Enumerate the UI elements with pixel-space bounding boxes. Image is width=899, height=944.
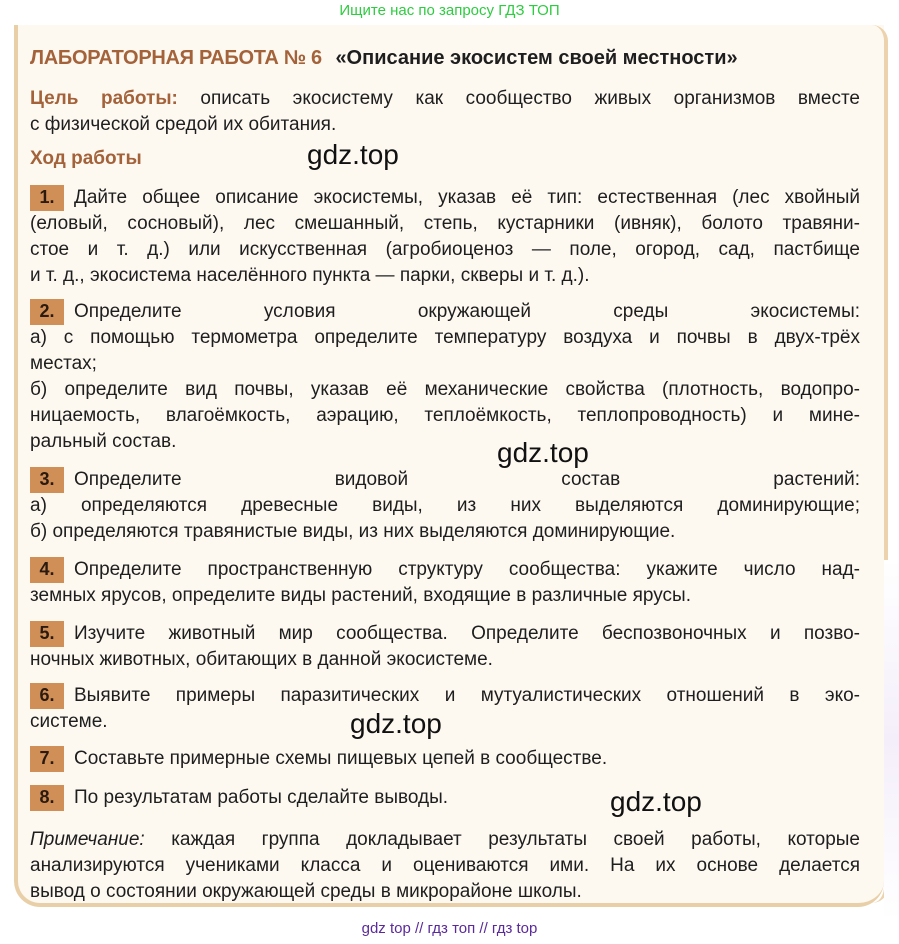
step-text-line: и т. д., экосистема населённого пункта — парки, скверы и т. д.).	[30, 265, 590, 286]
step-text-line: Определите пространственную структуру сообщества: укажите число над-	[74, 559, 860, 580]
step-text-line: стое и т. д.) или искусственная (агробиоценоз — поле, огород, сад, пастбище	[30, 239, 860, 260]
step-text-line: б) определите вид почвы, указав её механические свойства (плотность, водопро-	[30, 379, 860, 400]
step-1	[30, 185, 860, 289]
step-number-badge: 7.	[30, 746, 64, 772]
procedure-heading: Ход работы	[30, 148, 142, 169]
step-first-row	[30, 467, 860, 493]
step-first-row	[30, 683, 860, 709]
note-label: Примечание:	[30, 829, 145, 850]
lab-work-panel	[14, 25, 884, 907]
watermark: gdz.top	[307, 139, 399, 170]
lab-number: ЛАБОРАТОРНАЯ РАБОТА № 6	[30, 47, 322, 69]
step-first-row	[30, 746, 860, 772]
step-number-badge: 1.	[30, 185, 64, 211]
step-text-line: Определите условия окружающей среды экосистемы:	[74, 301, 860, 322]
watermark: gdz.top	[497, 437, 589, 468]
header-search-note: Ищите нас по запросу ГДЗ ТОП	[339, 2, 560, 19]
step-text-line: земных ярусов, определите виды растений, входящие в различные ярусы.	[30, 585, 691, 606]
footer-note: gdz top // гдз топ // гдз top	[361, 920, 538, 937]
step-text-line: а) с помощью термометра определите температуру воздуха и почвы в двух-трёх	[30, 327, 860, 348]
step-6	[30, 683, 860, 735]
step-text-line: Составьте примерные схемы пищевых цепей в сообществе.	[74, 748, 608, 769]
step-4	[30, 557, 860, 609]
step-text-line: б) определяются травянистые виды, из них выделяются доминирующие.	[30, 521, 676, 542]
step-number-badge: 8.	[30, 785, 64, 811]
step-number-badge: 5.	[30, 621, 64, 647]
step-7	[30, 746, 860, 772]
step-5	[30, 621, 860, 673]
watermark: gdz.top	[610, 786, 702, 817]
page-title	[30, 47, 738, 70]
note-text-line: вывод о состоянии окружающей среды в микрорайоне школы.	[30, 881, 582, 902]
step-text-line: Дайте общее описание экосистемы, указав её тип: естественная (лес хвойный	[74, 187, 860, 208]
goal-text-line: описать экосистему как сообщество живых организмов вместе	[200, 88, 860, 109]
step-2	[30, 299, 860, 455]
step-text-line: (еловый, сосновый), лес смешанный, степь, кустарники (ивняк), болото травяни-	[30, 213, 860, 234]
note-section	[30, 827, 860, 905]
note-text-line: анализируются учениками класса и оцениваются ими. На их основе делается	[30, 855, 860, 876]
watermark: gdz.top	[350, 708, 442, 739]
step-first-row	[30, 299, 860, 325]
step-text-line: ральный состав.	[30, 431, 177, 452]
step-8	[30, 785, 860, 811]
step-text-line: системе.	[30, 711, 108, 732]
step-first-row	[30, 185, 860, 211]
step-number-badge: 3.	[30, 467, 64, 493]
step-text-line: Определите видовой состав растений:	[74, 469, 860, 490]
step-text-line: ницаемость, влагоёмкость, аэрацию, теплоёмкость, теплопроводность) и мине-	[30, 405, 860, 426]
step-text-line: По результатам работы сделайте выводы.	[74, 787, 449, 808]
step-text-line: ночных животных, обитающих в данной экосистеме.	[30, 649, 493, 670]
goal-label: Цель работы:	[30, 88, 178, 109]
step-first-row	[30, 557, 860, 583]
step-text-line: Изучите животный мир сообщества. Определите беспозвоночных и позво-	[74, 623, 860, 644]
goal-section	[30, 86, 860, 138]
note-text-line: каждая группа докладывает результаты своей работы, которые	[171, 829, 860, 850]
step-first-row	[30, 785, 860, 811]
step-text-line: а) определяются древесные виды, из них выделяются доминирующие;	[30, 495, 860, 516]
step-number-badge: 4.	[30, 557, 64, 583]
page-edge-decoration	[884, 560, 899, 920]
step-number-badge: 2.	[30, 299, 64, 325]
goal-text-line: с физической средой их обитания.	[30, 114, 337, 135]
step-number-badge: 6.	[30, 683, 64, 709]
lab-name: «Описание экосистем своей местности»	[335, 47, 738, 69]
step-3	[30, 467, 860, 545]
step-text-line: местах;	[30, 353, 97, 374]
step-first-row	[30, 621, 860, 647]
step-text-line: Выявите примеры паразитических и мутуалистических отношений в эко-	[74, 685, 860, 706]
